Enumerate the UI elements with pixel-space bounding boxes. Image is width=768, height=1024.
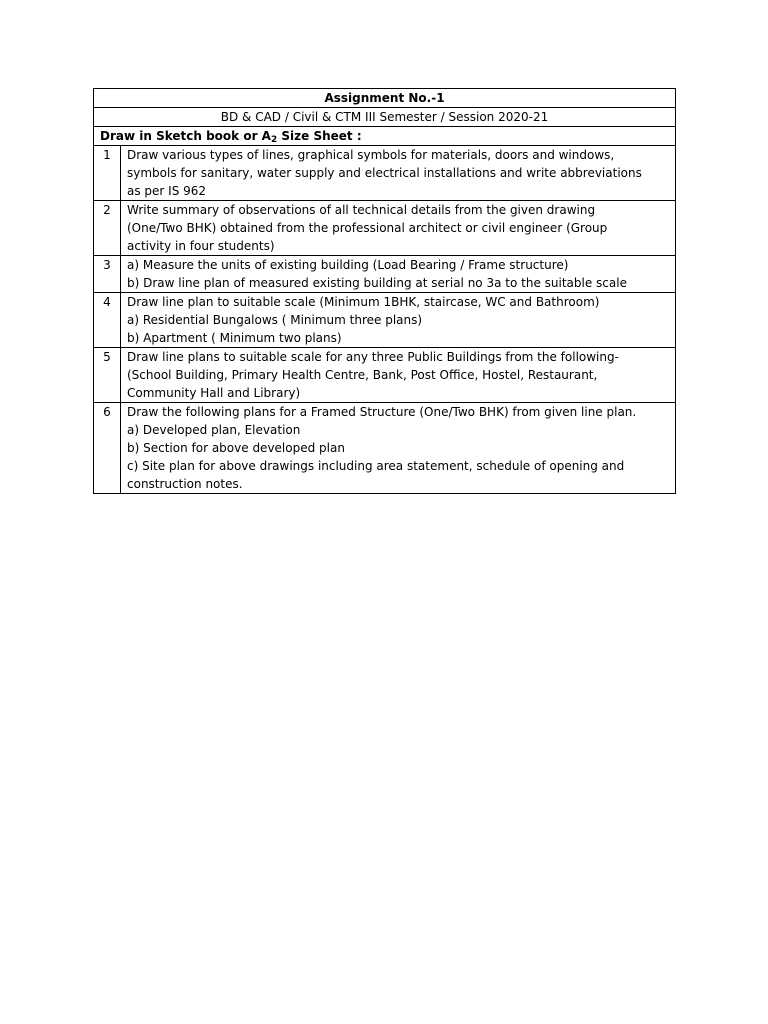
task-description	[121, 293, 676, 348]
task-line: (School Building, Primary Health Centre, Bank, Post Office, Hostel, Restaurant,	[127, 368, 598, 382]
task-row	[94, 348, 676, 403]
instruction-prefix: Draw in Sketch book or A	[100, 129, 271, 143]
task-row	[94, 403, 676, 494]
assignment-title: Assignment No.-1	[94, 89, 676, 108]
task-row	[94, 293, 676, 348]
task-line: construction notes.	[127, 477, 243, 491]
task-line: a) Measure the units of existing building (Load Bearing / Frame structure)	[127, 258, 569, 272]
task-row	[94, 256, 676, 293]
task-line: b) Section for above developed plan	[127, 441, 345, 455]
task-line: as per IS 962	[127, 184, 207, 198]
task-line: Draw the following plans for a Framed Structure (One/Two BHK) from given line plan.	[127, 405, 637, 419]
task-line: Draw various types of lines, graphical symbols for materials, doors and windows,	[127, 148, 615, 162]
task-line: a) Developed plan, Elevation	[127, 423, 301, 437]
task-line: activity in four students)	[127, 239, 275, 253]
task-number: 3	[94, 256, 121, 293]
task-line: symbols for sanitary, water supply and electrical installations and write abbreviations	[127, 166, 642, 180]
task-description	[121, 403, 676, 494]
task-number: 5	[94, 348, 121, 403]
task-line: a) Residential Bungalows ( Minimum three plans)	[127, 313, 423, 327]
task-line: Community Hall and Library)	[127, 386, 301, 400]
task-number: 6	[94, 403, 121, 494]
task-number: 2	[94, 201, 121, 256]
task-line: Write summary of observations of all technical details from the given drawing	[127, 203, 596, 217]
task-number: 1	[94, 146, 121, 201]
instruction-subscript: 2	[270, 135, 278, 145]
assignment-sheet	[93, 88, 675, 494]
task-description	[121, 348, 676, 403]
task-row	[94, 201, 676, 256]
instruction-text	[94, 127, 676, 146]
instruction-row	[94, 127, 676, 146]
task-row	[94, 146, 676, 201]
task-line: Draw line plans to suitable scale for any three Public Buildings from the following-	[127, 350, 619, 364]
task-description	[121, 256, 676, 293]
task-description	[121, 201, 676, 256]
subtitle-row	[94, 108, 676, 127]
task-line: b) Draw line plan of measured existing building at serial no 3a to the suitable scale	[127, 276, 627, 290]
instruction-suffix: Size Sheet :	[277, 129, 362, 143]
assignment-table	[93, 88, 676, 494]
task-line: Draw line plan to suitable scale (Minimum 1BHK, staircase, WC and Bathroom)	[127, 295, 600, 309]
task-line: c) Site plan for above drawings including area statement, schedule of opening and	[127, 459, 625, 473]
task-line: b) Apartment ( Minimum two plans)	[127, 331, 342, 345]
task-line: (One/Two BHK) obtained from the professional architect or civil engineer (Group	[127, 221, 608, 235]
assignment-subtitle: BD & CAD / Civil & CTM III Semester / Session 2020-21	[94, 108, 676, 127]
task-description	[121, 146, 676, 201]
title-row	[94, 89, 676, 108]
task-number: 4	[94, 293, 121, 348]
